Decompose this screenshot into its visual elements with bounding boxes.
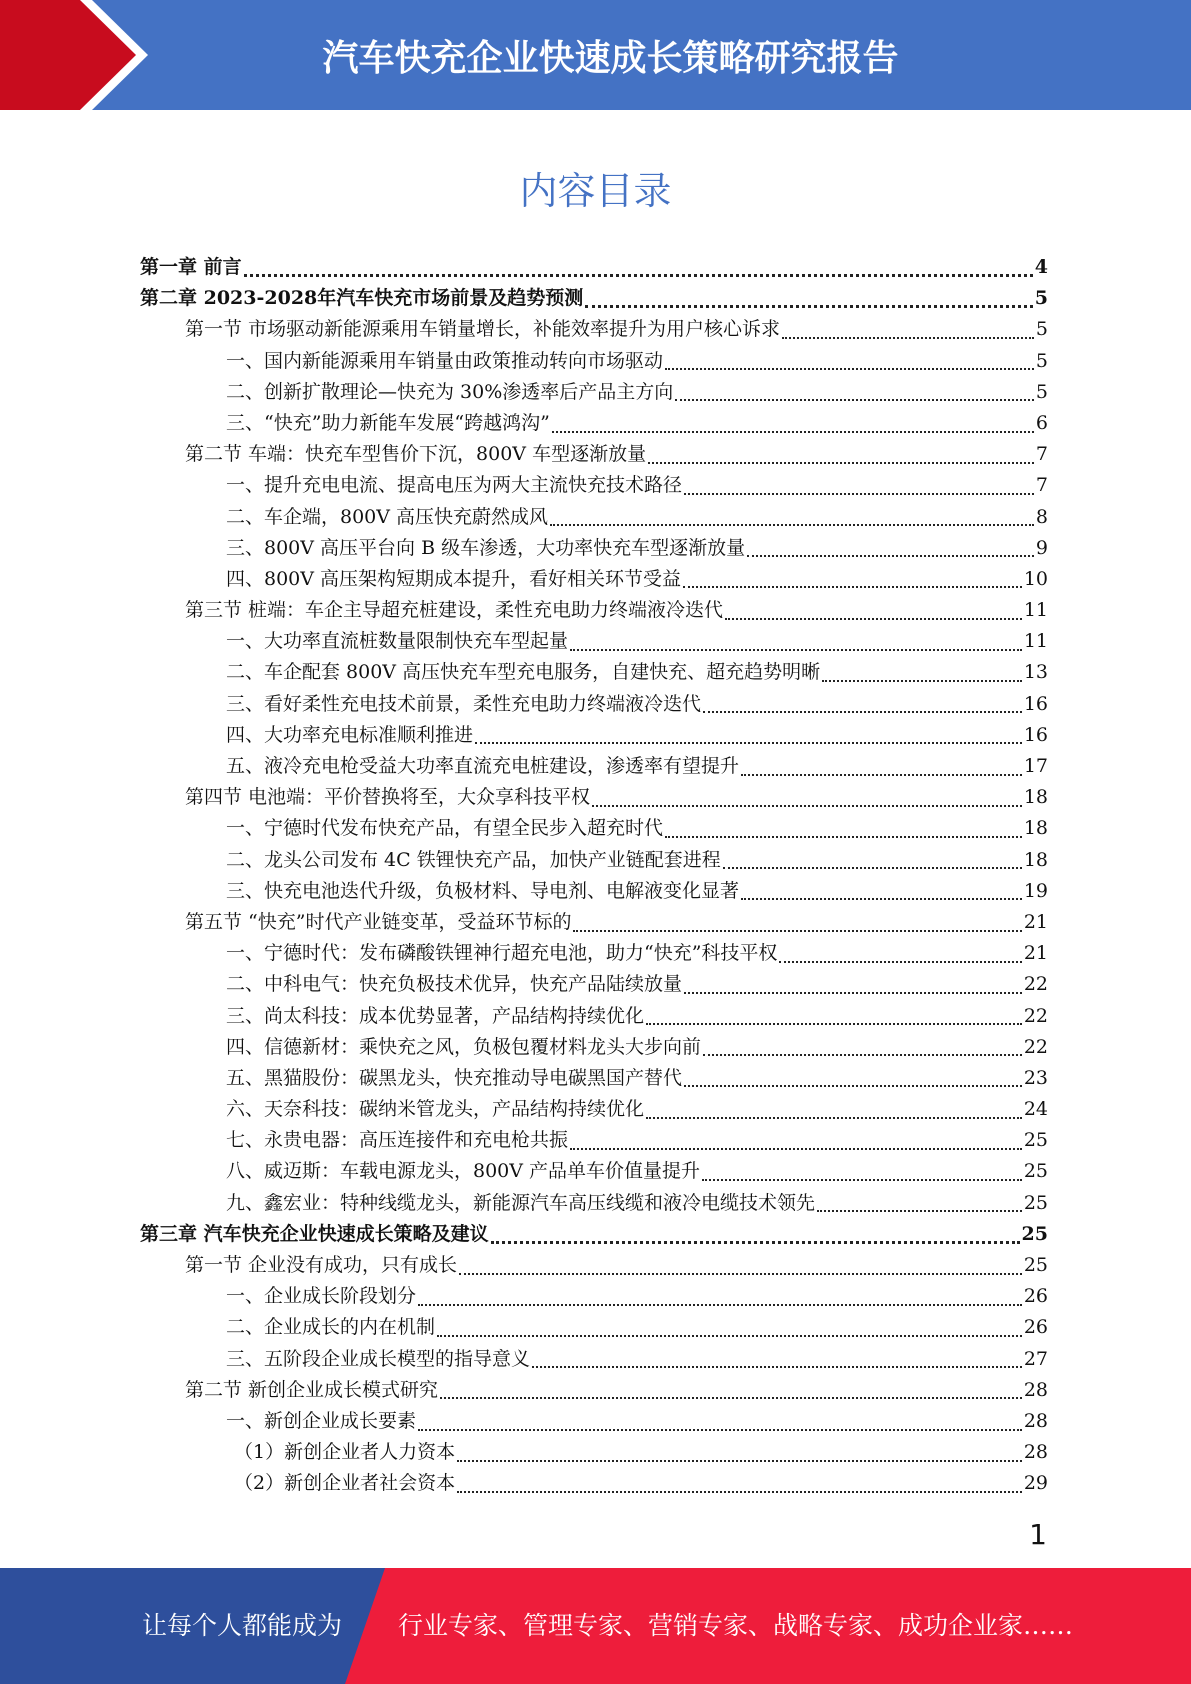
toc-entry[interactable] bbox=[140, 1188, 1048, 1219]
toc-entry[interactable] bbox=[140, 252, 1048, 283]
toc-entry-page: 11 bbox=[1023, 599, 1048, 622]
toc-entry[interactable] bbox=[140, 876, 1048, 907]
toc-entry[interactable] bbox=[140, 1250, 1048, 1281]
toc-entry-page: 27 bbox=[1023, 1347, 1048, 1370]
toc-leader-dots bbox=[779, 961, 1021, 963]
toc-entry-label: 第二节 新创企业成长模式研究 bbox=[185, 1378, 439, 1401]
toc-entry-page: 8 bbox=[1035, 505, 1048, 528]
toc-entry-label: 二、车企配套 800V 高压快充车型充电服务，自建快充、超充趋势明晰 bbox=[226, 661, 821, 684]
toc-entry-label: （2）新创企业者社会资本 bbox=[234, 1472, 456, 1495]
toc-entry[interactable] bbox=[140, 1437, 1048, 1468]
toc-entry-page: 7 bbox=[1035, 474, 1048, 497]
toc-leader-dots bbox=[723, 867, 1022, 869]
footer-slogan-right: 行业专家、管理专家、营销专家、战略专家、成功企业家…… bbox=[398, 1611, 1074, 1640]
toc-entry-label: 第五节 “快充”时代产业链变革，受益环节标的 bbox=[185, 910, 572, 933]
toc-entry-page: 17 bbox=[1023, 755, 1048, 777]
toc-entry-page: 28 bbox=[1023, 1409, 1048, 1432]
toc-entry-label: 四、大功率充电标准顺利推进 bbox=[226, 723, 474, 746]
toc-entry-label: 第一节 企业没有成功，只有成长 bbox=[185, 1254, 458, 1276]
toc-leader-dots bbox=[244, 274, 1033, 277]
toc-leader-dots bbox=[592, 805, 1022, 807]
toc-leader-dots bbox=[822, 680, 1022, 682]
toc-entry-page: 26 bbox=[1023, 1316, 1048, 1339]
toc-entry-page: 22 bbox=[1023, 1035, 1048, 1058]
report-header bbox=[0, 0, 1191, 110]
toc-entry-page: 10 bbox=[1023, 567, 1048, 590]
toc-entry-label: 一、国内新能源乘用车销量由政策推动转向市场驱动 bbox=[226, 349, 664, 372]
toc-entry[interactable] bbox=[140, 408, 1048, 439]
toc-entry-page: 4 bbox=[1034, 256, 1048, 278]
toc-entry-label: 第一节 市场驱动新能源乘用车销量增长，补能效率提升为用户核心诉求 bbox=[185, 318, 781, 341]
toc-entry-page: 18 bbox=[1023, 848, 1048, 871]
toc-entry-label: 八、威迈斯：车载电源龙头，800V 产品单车价值量提升 bbox=[226, 1160, 701, 1183]
toc-entry-page: 26 bbox=[1023, 1285, 1048, 1308]
toc-entry-page: 25 bbox=[1023, 1160, 1048, 1183]
toc-entry-label: 一、大功率直流桩数量限制快充车型起量 bbox=[226, 630, 569, 653]
toc-entry[interactable] bbox=[140, 564, 1048, 595]
toc-entry[interactable] bbox=[140, 751, 1048, 782]
toc-entry[interactable] bbox=[140, 533, 1048, 564]
toc-leader-dots bbox=[782, 337, 1034, 339]
toc-entry-label: 七、永贵电器：高压连接件和充电枪共振 bbox=[226, 1129, 569, 1152]
toc-title: 内容目录 bbox=[519, 169, 672, 213]
toc-entry-page: 21 bbox=[1023, 910, 1048, 933]
toc-leader-dots bbox=[665, 368, 1034, 370]
toc-entry[interactable] bbox=[140, 720, 1048, 751]
toc-entry-label: 一、宁德时代发布快充产品，有望全民步入超充时代 bbox=[226, 817, 664, 840]
toc-entry-page: 9 bbox=[1035, 536, 1048, 559]
toc-entry-label: 三、尚太科技：成本优势显著，产品结构持续优化 bbox=[226, 1004, 645, 1027]
toc-entry-page: 29 bbox=[1023, 1472, 1048, 1495]
toc-entry-page: 7 bbox=[1035, 443, 1048, 466]
toc-entry-label: 一、企业成长阶段划分 bbox=[226, 1285, 417, 1308]
toc-entry-page: 25 bbox=[1023, 1191, 1048, 1214]
toc-entry[interactable] bbox=[140, 1125, 1048, 1156]
toc-entry[interactable] bbox=[140, 502, 1048, 533]
toc-leader-dots bbox=[646, 1117, 1022, 1119]
toc-entry[interactable] bbox=[140, 969, 1048, 1000]
toc-entry-page: 5 bbox=[1035, 349, 1048, 372]
toc-leader-dots bbox=[703, 1054, 1022, 1056]
toc-entry[interactable] bbox=[140, 595, 1048, 626]
toc-entry-page: 18 bbox=[1023, 817, 1048, 840]
toc-entry[interactable] bbox=[140, 346, 1048, 377]
toc-leader-dots bbox=[665, 836, 1022, 838]
toc-entry[interactable] bbox=[140, 657, 1048, 688]
toc-entry-label: 第一章 前言 bbox=[140, 256, 242, 278]
toc-entry-label: 三、800V 高压平台向 B 级车渗透，大功率快充车型逐渐放量 bbox=[226, 536, 746, 559]
toc-entry[interactable] bbox=[140, 782, 1048, 813]
toc-leader-dots bbox=[684, 493, 1034, 495]
toc-leader-dots bbox=[817, 1210, 1022, 1212]
toc-entry-page: 28 bbox=[1023, 1441, 1048, 1464]
toc-leader-dots bbox=[585, 305, 1033, 308]
toc-entry-label: 五、液冷充电枪受益大功率直流充电桩建设，渗透率有望提升 bbox=[226, 755, 740, 777]
toc-leader-dots bbox=[702, 1179, 1022, 1181]
toc-leader-dots bbox=[741, 774, 1022, 776]
toc-entry-label: 三、五阶段企业成长模型的指导意义 bbox=[226, 1347, 531, 1370]
toc-leader-dots bbox=[550, 524, 1034, 526]
toc-entry-label: 二、中科电气：快充负极技术优异，快充产品陆续放量 bbox=[226, 973, 683, 996]
footer-banner bbox=[0, 1568, 1191, 1684]
toc-leader-dots bbox=[747, 555, 1034, 557]
toc-leader-dots bbox=[552, 431, 1034, 433]
toc-entry-label: 一、宁德时代：发布磷酸铁锂神行超充电池，助力“快充”科技平权 bbox=[226, 942, 778, 965]
toc-entry-label: 第二节 车端：快充车型售价下沉，800V 车型逐渐放量 bbox=[185, 443, 647, 466]
toc-entry[interactable] bbox=[140, 1406, 1048, 1437]
toc-leader-dots bbox=[459, 1273, 1022, 1275]
toc-leader-dots bbox=[475, 742, 1022, 744]
toc-entry-label: 五、黑猫股份：碳黑龙头，快充推动导电碳黑国产替代 bbox=[226, 1066, 683, 1089]
toc-entry-page: 18 bbox=[1023, 786, 1048, 809]
toc-entry-page: 5 bbox=[1035, 380, 1048, 403]
toc-leader-dots bbox=[440, 1397, 1022, 1399]
toc-entry-label: 三、快充电池迭代升级，负极材料、导电剂、电解液变化显著 bbox=[226, 879, 740, 902]
toc-entry[interactable] bbox=[140, 1032, 1048, 1063]
toc-entry-page: 19 bbox=[1023, 879, 1048, 902]
toc-entry-label: 第三节 桩端：车企主导超充桩建设，柔性充电助力终端液冷迭代 bbox=[185, 599, 724, 622]
toc-entry-label: 一、提升充电电流、提高电压为两大主流快充技术路径 bbox=[226, 474, 683, 497]
toc-entry-label: 六、天奈科技：碳纳米管龙头，产品结构持续优化 bbox=[226, 1098, 645, 1121]
toc-entry[interactable] bbox=[140, 1281, 1048, 1312]
toc-entry[interactable] bbox=[140, 1468, 1048, 1499]
toc-entry-page: 24 bbox=[1023, 1098, 1048, 1121]
toc-entry[interactable] bbox=[140, 689, 1048, 720]
toc-entry-label: 一、新创企业成长要素 bbox=[226, 1409, 417, 1432]
toc-entry-page: 5 bbox=[1034, 287, 1048, 310]
toc-entry[interactable] bbox=[140, 439, 1048, 470]
toc-entry[interactable] bbox=[140, 1344, 1048, 1375]
page-number: 1 bbox=[1029, 1518, 1047, 1551]
toc-entry-label: 三、看好柔性充电技术前景，柔性充电助力终端液冷迭代 bbox=[226, 692, 702, 715]
toc-entry[interactable] bbox=[140, 845, 1048, 876]
toc-leader-dots bbox=[684, 1085, 1022, 1087]
toc-leader-dots bbox=[437, 1335, 1022, 1337]
toc-entry-page: 25 bbox=[1023, 1254, 1048, 1276]
toc-entry-page: 28 bbox=[1023, 1378, 1048, 1401]
toc-entry-page: 22 bbox=[1023, 1004, 1048, 1027]
toc-entry-label: 第二章 2023-2028年汽车快充市场前景及趋势预测 bbox=[140, 287, 584, 310]
toc-entry-page: 25 bbox=[1023, 1129, 1048, 1152]
table-of-contents bbox=[140, 252, 1048, 1500]
toc-leader-dots bbox=[646, 1023, 1022, 1025]
toc-leader-dots bbox=[725, 618, 1022, 620]
toc-entry-label: 二、龙头公司发布 4C 铁锂快充产品，加快产业链配套进程 bbox=[226, 848, 721, 871]
toc-entry-label: 第三章 汽车快充企业快速成长策略及建议 bbox=[140, 1222, 489, 1245]
toc-entry-label: 二、车企端，800V 高压快充蔚然成风 bbox=[226, 505, 549, 528]
toc-entry-label: 第四节 电池端：平价替换将至，大众享科技平权 bbox=[185, 786, 591, 809]
toc-entry-page: 25 bbox=[1021, 1222, 1048, 1245]
toc-entry-label: （1）新创企业者人力资本 bbox=[234, 1441, 456, 1464]
toc-entry-page: 16 bbox=[1023, 692, 1048, 715]
toc-entry[interactable] bbox=[140, 1063, 1048, 1094]
toc-leader-dots bbox=[648, 462, 1034, 464]
toc-entry[interactable] bbox=[140, 1001, 1048, 1032]
toc-leader-dots bbox=[532, 1366, 1022, 1368]
toc-entry[interactable] bbox=[140, 314, 1048, 345]
toc-leader-dots bbox=[703, 711, 1022, 713]
toc-entry[interactable] bbox=[140, 626, 1048, 657]
toc-entry-label: 二、创新扩散理论—快充为 30%渗透率后产品主方向 bbox=[226, 380, 674, 403]
toc-leader-dots bbox=[457, 1460, 1022, 1462]
toc-leader-dots bbox=[684, 992, 1022, 994]
toc-entry-label: 三、“快充”助力新能车发展“跨越鸿沟” bbox=[226, 411, 550, 434]
toc-entry[interactable] bbox=[140, 1312, 1048, 1343]
toc-entry[interactable] bbox=[140, 470, 1048, 501]
toc-leader-dots bbox=[570, 649, 1022, 651]
toc-entry[interactable] bbox=[140, 1375, 1048, 1406]
toc-entry[interactable] bbox=[140, 283, 1048, 314]
report-title: 汽车快充企业快速成长策略研究报告 bbox=[322, 37, 899, 79]
toc-entry[interactable] bbox=[140, 1219, 1048, 1250]
toc-entry[interactable] bbox=[140, 1094, 1048, 1125]
toc-leader-dots bbox=[491, 1241, 1020, 1244]
toc-leader-dots bbox=[418, 1429, 1022, 1431]
toc-leader-dots bbox=[457, 1491, 1022, 1493]
toc-entry[interactable] bbox=[140, 377, 1048, 408]
toc-leader-dots bbox=[573, 930, 1021, 932]
toc-entry-page: 13 bbox=[1023, 661, 1048, 684]
toc-entry-page: 21 bbox=[1023, 942, 1048, 965]
toc-entry-label: 二、企业成长的内在机制 bbox=[226, 1316, 436, 1339]
toc-entry[interactable] bbox=[140, 813, 1048, 844]
toc-leader-dots bbox=[675, 399, 1034, 401]
toc-leader-dots bbox=[741, 898, 1022, 900]
toc-entry-page: 16 bbox=[1023, 723, 1048, 746]
toc-entry[interactable] bbox=[140, 1156, 1048, 1187]
toc-entry-page: 22 bbox=[1023, 973, 1048, 996]
toc-entry-label: 四、信德新材：乘快充之风，负极包覆材料龙头大步向前 bbox=[226, 1035, 702, 1058]
toc-entry-label: 九、鑫宏业：特种线缆龙头，新能源汽车高压线缆和液冷电缆技术领先 bbox=[226, 1191, 816, 1214]
toc-entry[interactable] bbox=[140, 938, 1048, 969]
toc-leader-dots bbox=[570, 1148, 1022, 1150]
toc-entry-label: 四、800V 高压架构短期成本提升，看好相关环节受益 bbox=[226, 567, 682, 590]
footer-slogan-left: 让每个人都能成为 bbox=[142, 1611, 343, 1640]
toc-leader-dots bbox=[418, 1304, 1022, 1306]
toc-entry-page: 6 bbox=[1035, 411, 1048, 434]
toc-entry-page: 23 bbox=[1023, 1066, 1048, 1089]
toc-entry-page: 11 bbox=[1023, 630, 1048, 653]
toc-entry-page: 5 bbox=[1035, 318, 1048, 341]
toc-entry[interactable] bbox=[140, 907, 1048, 938]
toc-leader-dots bbox=[683, 586, 1022, 588]
